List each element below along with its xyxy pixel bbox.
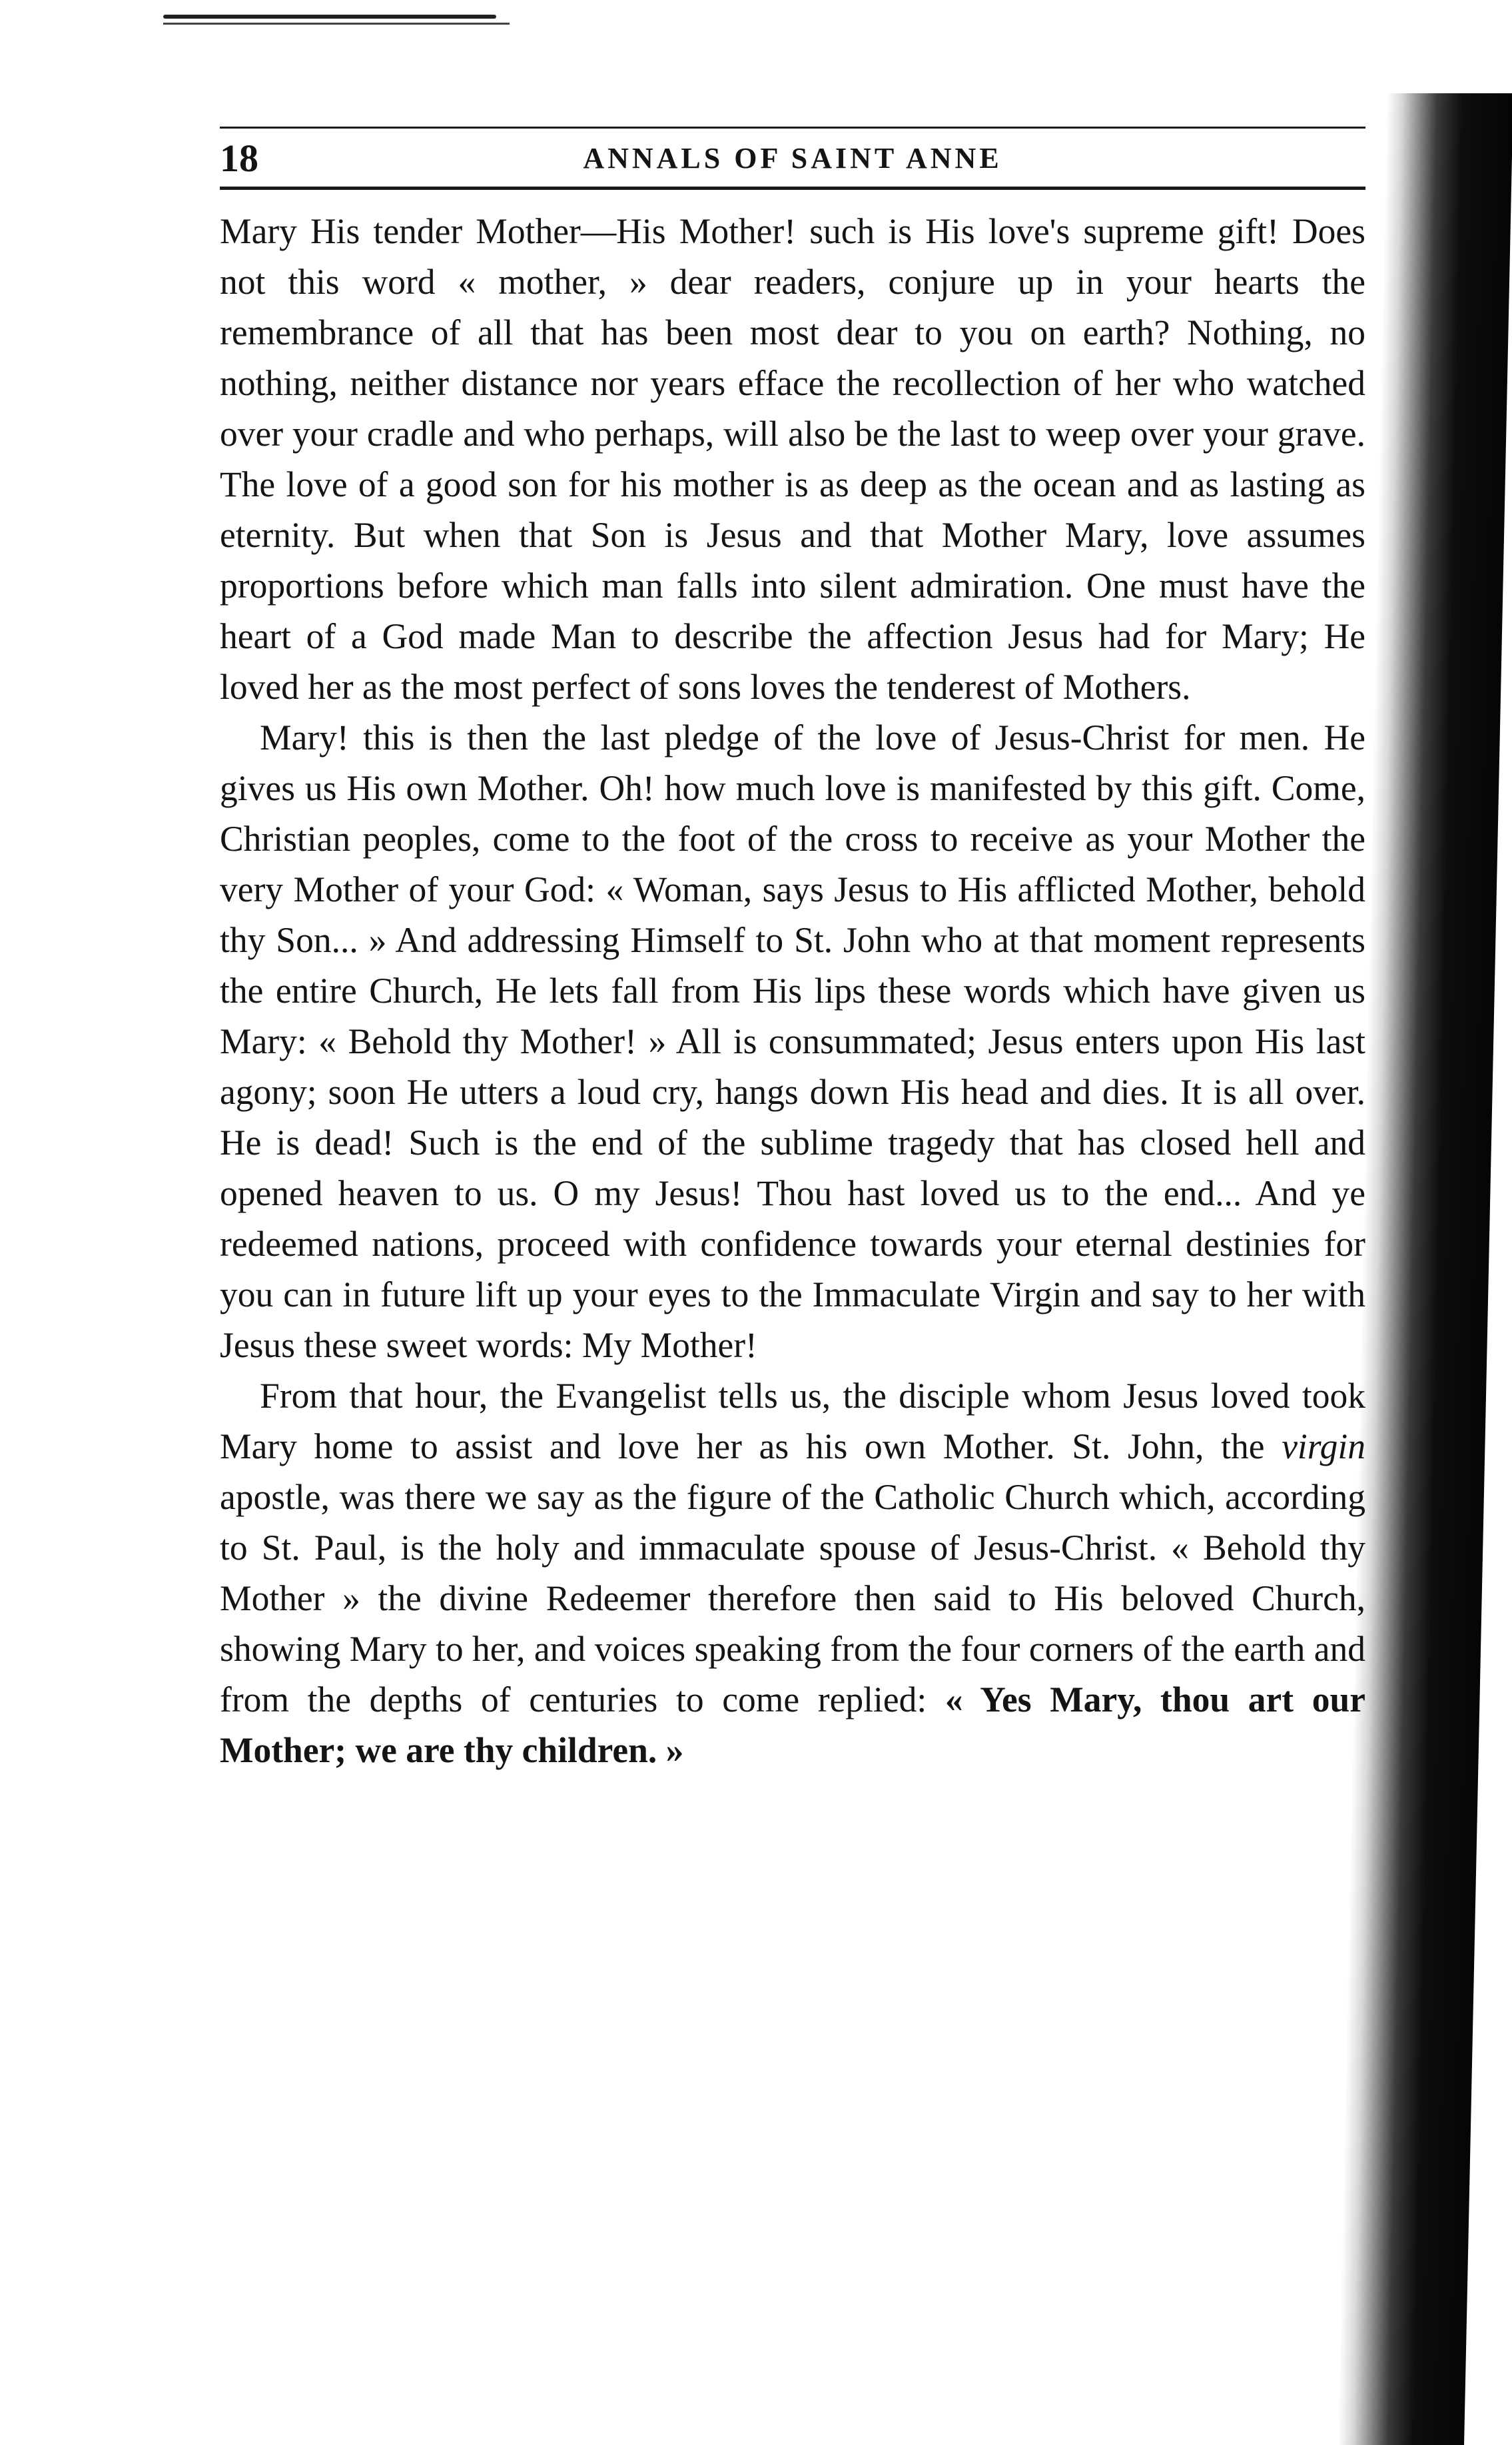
body-text <box>220 206 1365 1775</box>
page-header <box>220 127 1365 190</box>
paragraph-3 <box>220 1370 1365 1775</box>
paragraph-1: Mary His tender Mother—His Mother! such is His love's supreme gift! Does not this word « mother, » dear readers, conjure up in your hearts the remembrance of all that has been most dear to you on earth? Nothing, no nothing, neither distance nor years efface the recollection of her who watched over your cradle and who perhaps, will also be the last to weep over your grave. The love of a good son for his mother is as deep as the ocean and as lasting as eternity. But when that Son is Jesus and that Mother Mary, love assumes proportions before which man falls into silent admiration. One must have the heart of a God made Man to describe the affection Jesus had for Mary; He loved her as the most perfect of sons loves the tenderest of Mothers. <box>220 211 1365 707</box>
decorative-top-rule <box>163 15 496 19</box>
book-page <box>220 127 1365 1775</box>
decorative-top-rule-thin <box>163 23 510 25</box>
paragraph-3-part-2: apostle, was there we say as the figure of the Catholic Church which, according to St. Paul, is the holy and immaculate spouse of Jesus-Christ. « Behold thy Mother » the divine Redeemer therefore then said to His beloved Church, showing Mary to her, and voices speaking from the four corners of the earth and from the depths of centuries to come replied: <box>220 1477 1365 1719</box>
emphasized-word-virgin: virgin <box>1282 1426 1365 1466</box>
header-rule <box>220 127 1365 129</box>
paragraph-2: Mary! this is then the last pledge of the love of Jesus-Christ for men. He gives us His own Mother. Oh! how much love is manifested by this gift. Come, Christian peoples, come to the foot of the cross to receive as your Mother the very Mother of your God: « Woman, says Jesus to His afflicted Mother, behold thy Son... » And addressing Himself to St. John who at that moment represents the entire Church, He lets fall from His lips these words which have given us Mary: « Behold thy Mother! » All is consummated; Jesus enters upon His last agony; soon He utters a loud cry, hangs down His head and dies. It is all over. He is dead! Such is the end of the sublime tragedy that has closed hell and opened heaven to us. O my Jesus! Thou hast loved us to the end... And ye redeemed nations, proceed with confidence towards your eternal destinies for you can in future lift up your eyes to the Immaculate Virgin and say to her with Jesus these sweet words: My Mother! <box>220 718 1365 1365</box>
page-number: 18 <box>220 137 258 180</box>
closing-quote: « Yes Mary, thou art our Mother; we are thy children. » <box>220 1680 1365 1770</box>
paragraph-3-part-1: From that hour, the Evangelist tells us, the disciple whom Jesus loved took Mary home to assist and love her as his own Mother. St. John, the <box>220 1376 1365 1466</box>
running-title: ANNALS OF SAINT ANNE <box>583 142 1002 175</box>
